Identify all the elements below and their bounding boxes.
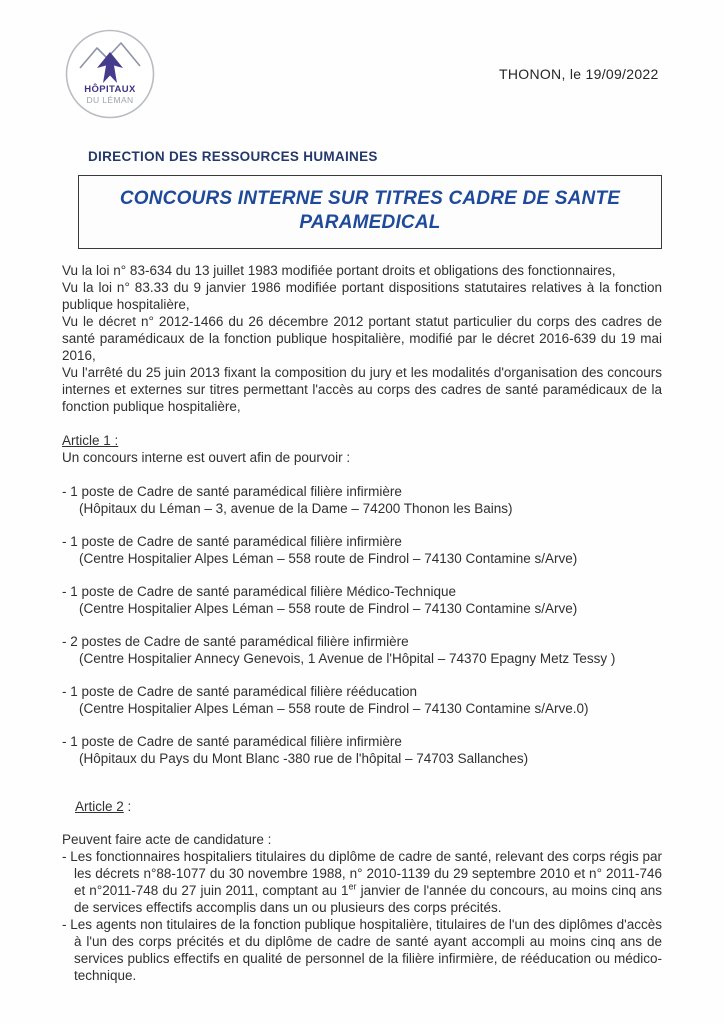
logo-line1: HÔPITAUX — [84, 84, 136, 95]
post-location: (Centre Hospitalier Alpes Léman – 558 route de Findrol – 74130 Contamine s/Arve) — [79, 601, 578, 616]
post-item — [62, 483, 662, 517]
title-box — [78, 175, 662, 249]
post-line: - 1 poste de Cadre de santé paramédical filière rééducation — [62, 684, 417, 699]
document-header — [62, 28, 662, 124]
legal-preamble — [62, 262, 662, 415]
article-1-heading — [62, 432, 662, 449]
post-line: - 1 poste de Cadre de santé paramédical filière infirmière — [62, 534, 402, 549]
post-line: - 1 poste de Cadre de santé paramédical filière infirmière — [62, 734, 402, 749]
post-line: - 1 poste de Cadre de santé paramédical filière infirmière — [62, 484, 402, 499]
article-2-heading-colon: : — [123, 799, 132, 814]
page-title: CONCOURS INTERNE SUR TITRES CADRE DE SANTE PARAMEDICAL — [119, 188, 621, 233]
preamble-paragraph: Vu le décret n° 2012-1466 du 26 décembre 2012 portant statut particulier du corps des cadres de santé paramédicaux de la fonction publique hospitalière, modifié par le décret 2016-639 du 19 mai 2016, — [62, 314, 662, 363]
post-item — [62, 733, 662, 767]
post-item — [62, 633, 662, 667]
article-2-heading-text: Article 2 — [75, 799, 124, 814]
logo-line2: DU LÉMAN — [86, 95, 134, 105]
post-line: - 1 poste de Cadre de santé paramédical filière Médico-Technique — [62, 584, 456, 599]
post-item — [62, 533, 662, 567]
candidacy-condition: - Les agents non titulaires de la fonction publique hospitalière, titulaires de l'un des diplômes d'accès à l'un des corps précités et du diplôme de cadre de santé ayant accompli au moins cinq ans de services publics effectifs en qualité de personnel de la filière infirmière, de rééducation ou médico-technique. — [62, 917, 662, 983]
candidacy-condition — [62, 848, 662, 916]
condition-text: - Les fonctionnaires hospitaliers titulaires du diplôme de cadre de santé, relevant des corps régis par les décrets n°88-1077 du 30 novembre 1988, n° 2010-1139 du 29 septembre 2010 et n° 2011-746 et n°2011-748 du 27 juin 2011, comptant au 1 — [62, 849, 662, 898]
preamble-paragraph: Vu l'arrêté du 25 juin 2013 fixant la composition du jury et les modalités d'organisation des concours internes et externes sur titres permettant l'accès au corps des cadres de santé paramédicaux de la fonction publique hospitalière, — [62, 365, 662, 414]
post-location: (Centre Hospitalier Alpes Léman – 558 route de Findrol – 74130 Contamine s/Arve.0) — [79, 701, 589, 716]
post-line: - 2 postes de Cadre de santé paramédical filière infirmière — [62, 634, 409, 649]
article-1-intro: Un concours interne est ouvert afin de pourvoir : — [62, 450, 351, 465]
post-location: (Hôpitaux du Léman – 3, avenue de la Dame – 74200 Thonon les Bains) — [79, 501, 513, 516]
document-date: THONON, le 19/09/2022 — [499, 66, 659, 82]
post-location: (Hôpitaux du Pays du Mont Blanc -380 rue de l'hôpital – 74703 Sallanches) — [79, 751, 529, 766]
article-2-section — [62, 798, 662, 984]
department-heading: DIRECTION DES RESSOURCES HUMAINES — [88, 149, 378, 164]
preamble-paragraph: Vu la loi n° 83.33 du 9 janvier 1986 modifiée portant dispositions statutaires relatives à la fonction publique hospitalière, — [62, 280, 662, 312]
post-item — [62, 683, 662, 717]
post-list — [62, 483, 662, 767]
ordinal-superscript: er — [348, 881, 357, 892]
post-location: (Centre Hospitalier Alpes Léman – 558 route de Findrol – 74130 Contamine s/Arve) — [79, 551, 578, 566]
article-2-heading — [75, 798, 662, 815]
post-location: (Centre Hospitalier Annecy Genevois, 1 Avenue de l'Hôpital – 74370 Epagny Metz Tessy ) — [79, 651, 616, 666]
article-1-section — [62, 432, 662, 767]
condition-text: janvier de l'année du concours, au moins cinq ans de services effectifs accomplis dans un ou plusieurs des corps précités. — [74, 883, 662, 915]
post-item — [62, 583, 662, 617]
hopitaux-du-leman-logo — [64, 28, 156, 124]
article-2-intro: Peuvent faire acte de candidature : — [62, 832, 272, 847]
article-1-heading-text: Article 1 : — [62, 433, 119, 448]
mountain-bird-icon — [64, 28, 156, 120]
preamble-paragraph: Vu la loi n° 83-634 du 13 juillet 1983 modifiée portant droits et obligations des fonctionnaires, — [62, 263, 616, 278]
